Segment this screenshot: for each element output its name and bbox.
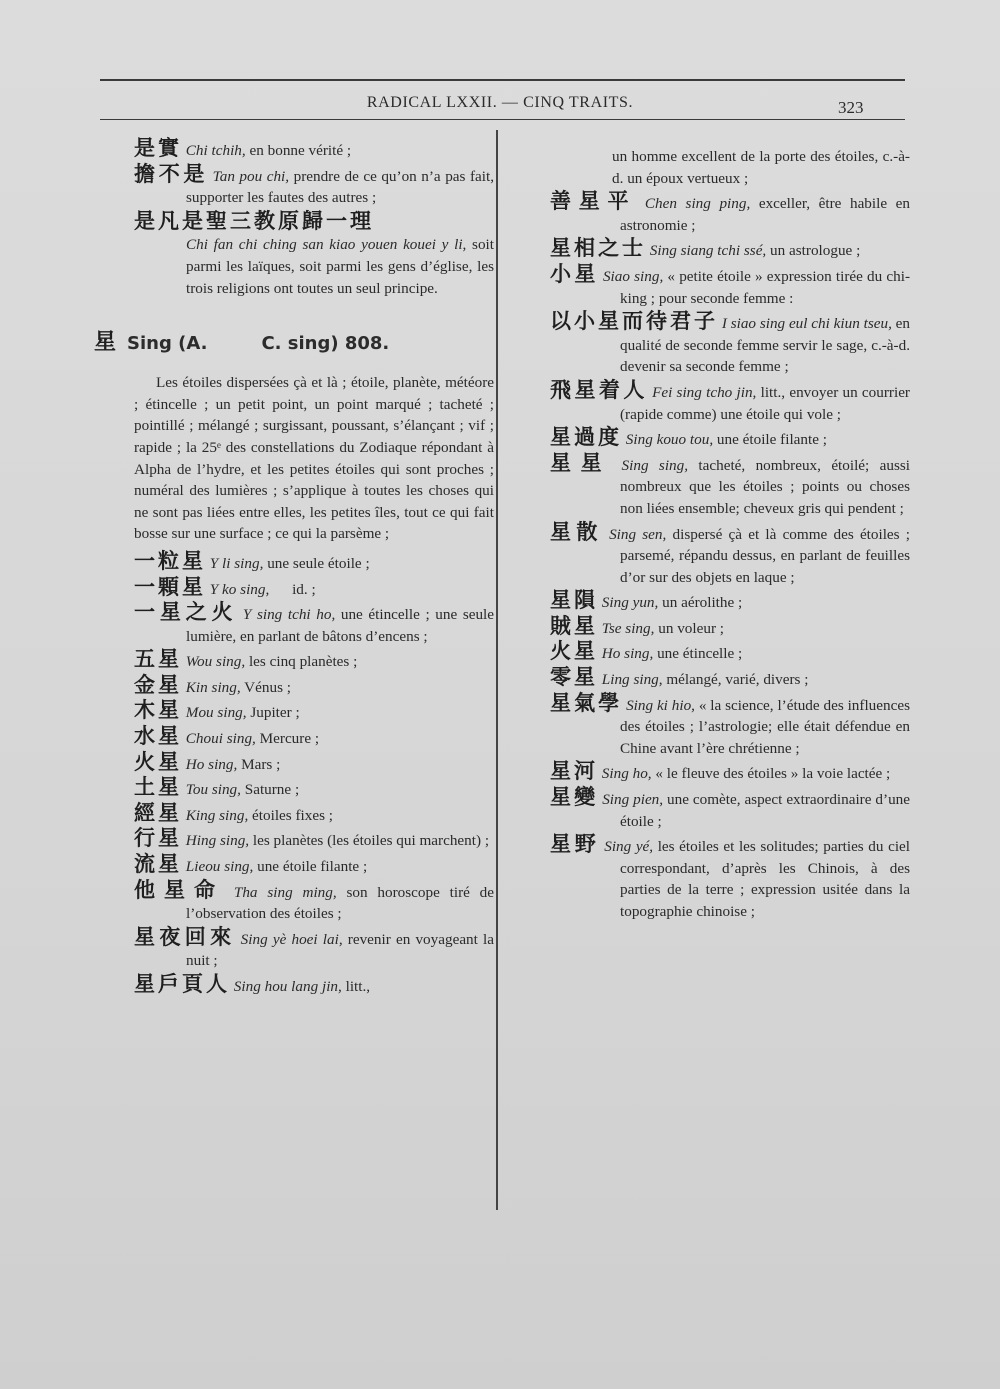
entry-romanization: Fei sing tcho jin, (652, 383, 757, 401)
headword-definition: Les étoiles dispersées çà et là ; étoile, planète, météore ; étincelle ; un petit point, un point marqué ; tacheté ; pointillé ; mélangé ; surgissant, poussant, s’élançant ; vif ; rapide ; la 25ᵉ des constellations du Zodiaque répondant à Alpha de l’hydre, et les petites étoiles qui sont proches ; numéral des lumières ; s’applique à toutes les choses qui ne sont pas liées entre elles, les petites îles, tout ce qui fait bosse sur une surface ; ce qui la parsème ; (134, 374, 494, 543)
entry (550, 761, 910, 785)
entry (134, 161, 494, 209)
entry (134, 800, 494, 827)
entry-definition: une étincelle ; une seule lumière, en parlant de bâtons d’encens ; (186, 606, 495, 645)
entry-hanzi: 善星平 (550, 189, 637, 214)
entry (550, 690, 911, 760)
entry-romanization: Wou sing, (185, 653, 246, 671)
entry-hanzi: 星河 (550, 759, 598, 784)
entry-romanization: Lieou sing, (185, 858, 254, 876)
entry-hanzi: 星相之士 (550, 236, 646, 261)
entry-romanization: Chi fan chi ching san kiao youen kouei y li, (186, 236, 467, 254)
entry (550, 667, 910, 691)
entry-definition: litt., envoyer un courrier (rapide comme) une étoile qui vole ; (620, 383, 910, 423)
headword (94, 325, 494, 356)
entry-definition: un voleur ; (654, 619, 725, 637)
entry-hanzi: 木星 (134, 698, 182, 723)
column-divider (496, 130, 498, 1210)
entry-romanization: Y ko sing, (209, 580, 270, 598)
entry (550, 590, 910, 614)
entry-definition: « la science, l’étude des influences des étoiles ; l’astrologie; elle était défendue en Chine avant l’ère chrétienne ; (620, 696, 911, 757)
entry (134, 854, 494, 878)
entry-romanization: Tou sing, (185, 781, 241, 799)
entry (550, 613, 910, 640)
entry-hanzi: 金星 (134, 672, 182, 697)
entry-definition: id. ; (269, 580, 316, 598)
entry-hanzi: 流星 (134, 852, 182, 877)
entry-romanization: Sing ho, (601, 765, 652, 783)
running-header: RADICAL LXXII. — CINQ TRAITS. (366, 94, 634, 111)
entry-definition: revenir en voyageant la nuit ; (186, 930, 495, 970)
entry-romanization: Sing yè hoei lai, (240, 930, 343, 948)
entry-definition: dispersé çà et là comme des étoiles ; parsemé, répandu dessus, en parlant de feuilles d’or sur des objets en laque ; (620, 525, 911, 586)
entry-romanization: Ling sing, (601, 671, 663, 689)
entry (134, 138, 494, 162)
headword-pronunciation-a: Sing (A. (127, 333, 208, 355)
entry (134, 649, 494, 673)
entry-definition: Vénus ; (240, 678, 292, 696)
entry-definition: les étoiles et les solitudes; parties du ciel correspondant, d’après les Chinois, à des parties de la terre ; expression usitée dans la topographie chinoise ; (620, 838, 911, 920)
entry-definition: tacheté, nombreux, étoilé; aussi nombreux que les étoiles ; points ou choses non liées ensemble; cheveux gris qui pendent ; (620, 456, 911, 517)
entry-romanization: Hing sing, (185, 832, 250, 850)
entry-definition: une étincelle ; (653, 645, 743, 663)
entry-romanization: Tse sing, (601, 619, 655, 637)
entry-definition: litt., (341, 978, 371, 995)
entry (550, 641, 910, 665)
entry (550, 191, 910, 236)
entry-definition: Saturne ; (240, 781, 300, 799)
entry-romanization: Sing yun, (601, 594, 659, 612)
entry-hanzi: 賊星 (550, 613, 598, 638)
entry (550, 311, 910, 378)
entry-definition: étoiles fixes ; (248, 806, 334, 824)
entry (134, 749, 494, 776)
entry-hanzi: 零星 (550, 665, 598, 690)
entry-definition: mélangé, varié, divers ; (662, 671, 809, 689)
entry-hanzi: 星氣學 (550, 690, 623, 715)
entry-definition: une étoile filante ; (253, 858, 368, 876)
entry (550, 787, 910, 832)
headword-pronunciation-c: C. sing) 808. (261, 333, 390, 355)
entry-romanization: Sing ki hio, (626, 696, 695, 714)
entry (550, 261, 911, 309)
top-rule (100, 79, 905, 81)
entry-hanzi: 一粒星 (134, 548, 206, 573)
entry-hanzi: 是凡是聖三教原歸一理 (134, 208, 374, 233)
entry (134, 602, 494, 647)
entry (550, 238, 910, 262)
entry-definition: une seule étoile ; (263, 554, 370, 572)
entry-definition: une étoile filante ; (713, 431, 827, 449)
entry-hanzi: 星夜回來 (134, 924, 236, 949)
entry-hanzi: 星野 (550, 832, 600, 857)
entry-definition: prendre de ce qu’on n’a pas fait, supporter les fautes des autres ; (186, 167, 494, 207)
entry-hanzi: 以小星而待君子 (550, 309, 719, 334)
entry-hanzi: 火星 (550, 639, 598, 664)
entry-hanzi: 星隕 (550, 588, 598, 613)
entry (134, 877, 495, 925)
entry-hanzi: 一顆星 (134, 574, 206, 599)
entry-hanzi: 經星 (134, 800, 182, 825)
entry-definition: exceller, être habile en astronomie ; (620, 195, 910, 234)
entry-romanization: Siao sing, (602, 267, 664, 285)
left-column (94, 138, 494, 1000)
entry-hanzi: 火星 (134, 749, 182, 774)
entry (134, 777, 494, 801)
entry-definition: Jupiter ; (246, 704, 300, 722)
entry-definition: les cinq planètes ; (245, 653, 358, 671)
entry-romanization: Y sing tchi ho, (242, 606, 336, 624)
entry-romanization: Ho sing, (185, 755, 238, 773)
entry (550, 450, 911, 520)
right-column (550, 146, 910, 925)
entry (134, 574, 494, 601)
entry-romanization: Sing yé, (604, 838, 654, 856)
entry-definition: « le fleuve des étoiles » la voie lactée ; (651, 765, 891, 783)
entry-romanization: Ho sing, (601, 645, 654, 663)
entry (134, 700, 494, 724)
entry-hanzi: 水星 (134, 724, 182, 749)
entry-hanzi: 星散 (550, 519, 603, 544)
entry-definition: soit parmi les laïques, soit parmi les gens d’église, les trois religions ont toutes un seul principe. (186, 236, 494, 297)
entry-romanization: Sing sen, (609, 525, 667, 543)
entry-hanzi: 五星 (134, 647, 182, 672)
entry (550, 427, 910, 451)
entry-definition: un astrologue ; (766, 242, 861, 260)
entry-romanization: Kin sing, (185, 678, 241, 696)
entry (134, 548, 494, 575)
entry (134, 828, 494, 852)
entry-romanization: Sing pien, (602, 791, 664, 809)
entry-hanzi: 一星之火 (134, 600, 238, 625)
entry-romanization: Sing hou lang jin, (233, 978, 342, 995)
entry (134, 726, 494, 750)
entry-romanization: Sing siang tchi ssé, (649, 242, 767, 260)
page-number: 323 (838, 98, 864, 117)
entry-romanization: Sing kouo tou, (625, 431, 714, 449)
entry-hanzi: 土星 (134, 775, 182, 800)
entry-hanzi: 擔不是 (134, 161, 209, 186)
entry-romanization: Tan pou chi, (212, 167, 290, 185)
entry (134, 208, 494, 299)
entry-definition: une comète, aspect extraordinaire d’une étoile ; (620, 791, 910, 830)
entry-definition: Mars ; (237, 755, 281, 773)
entry-romanization: King sing, (185, 806, 249, 824)
entry-definition: son horoscope tiré de l’observation des étoiles ; (186, 883, 495, 923)
entry-definition: Mercure ; (255, 730, 320, 748)
entry (134, 974, 494, 998)
entry-definition: en qualité de seconde femme servir le sage, c.-à-d. devenir sa seconde femme ; (620, 315, 911, 376)
entry-continuation: un homme excellent de la porte des étoiles, c.-à-d. un époux vertueux ; (612, 148, 910, 187)
entry (134, 672, 494, 699)
entry-hanzi: 行星 (134, 826, 182, 851)
entry-hanzi: 飛星着人 (550, 377, 648, 402)
entry-hanzi: 星星 (550, 450, 612, 475)
entry (134, 924, 495, 972)
entry-romanization: Choui sing, (185, 730, 256, 748)
entry-definition: « petite étoile » expression tirée du chi-king ; pour seconde femme : (620, 267, 911, 307)
entry (550, 519, 911, 589)
entry-definition: un aérolithe ; (658, 594, 743, 612)
entry-romanization: Sing sing, (621, 456, 689, 474)
entry-hanzi: 星變 (550, 785, 599, 810)
entry-romanization: Chen sing ping, (644, 195, 751, 213)
entry-hanzi: 他星命 (134, 877, 225, 902)
entry-definition: en bonne vérité ; (245, 142, 352, 159)
entry-definition: les planètes (les étoiles qui marchent) ; (249, 832, 490, 850)
entry-hanzi: 是實 (134, 136, 182, 160)
entry-romanization: Tha sing ming, (233, 883, 337, 901)
entry-hanzi: 星戶頁人 (134, 972, 230, 996)
entry-hanzi: 星過度 (550, 425, 622, 450)
headword-hanzi: 星 (94, 330, 120, 356)
entry (550, 834, 910, 922)
header-rule (100, 119, 905, 120)
entry-romanization: I siao sing eul chi kiun tseu, (721, 315, 892, 333)
entry-romanization: Y li sing, (209, 554, 264, 572)
entry-hanzi: 小星 (550, 261, 599, 286)
entry (550, 377, 910, 425)
entry-romanization: Mou sing, (185, 704, 247, 722)
entry-romanization: Chi tchih, (185, 142, 246, 159)
